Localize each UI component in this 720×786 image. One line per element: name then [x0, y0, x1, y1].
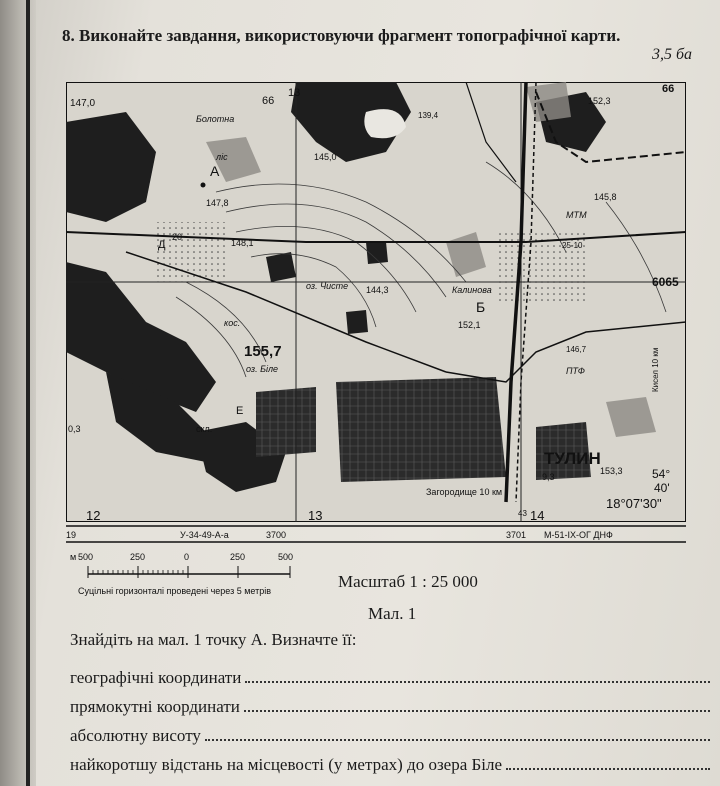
scale-tick-250-right: 250	[230, 552, 246, 562]
corner-lat-2: 40'	[654, 481, 670, 495]
height-147-8: 147,8	[206, 198, 229, 208]
grid-label-6065: 6065	[652, 275, 679, 289]
answer-dots	[244, 708, 710, 712]
label-zagorodnyshche: Загородище 10 км	[426, 487, 503, 497]
task-points: 3,5 ба	[652, 46, 693, 63]
answer-line-distance[interactable]	[70, 751, 710, 775]
scale-tick-250-left: 250	[130, 552, 146, 562]
map-scale: Масштаб 1 : 25 000	[338, 572, 478, 591]
corner-lat-1: 54°	[652, 467, 671, 481]
point-a-marker	[201, 183, 206, 188]
sheet-left-num: 3700	[266, 530, 287, 540]
grid-label-43: 43	[518, 509, 527, 518]
answer-label: найкоротшу відстань на місцевості (у метрах) до озера Біле	[70, 755, 503, 774]
height-145-8: 145,8	[594, 192, 617, 202]
label-0-3: 0,3	[68, 424, 81, 434]
label-kalinova: Калинова	[452, 285, 492, 295]
height-155-7: 155,7	[244, 343, 282, 360]
sheet-left-code: У-34-49-А-а	[180, 530, 229, 540]
scale-bar	[70, 538, 320, 608]
grid-label-66-right: 66	[662, 83, 675, 95]
height-139: 139,4	[418, 111, 439, 120]
scale-tick-500-left: 500	[78, 552, 94, 562]
grid-label-12: 12	[86, 508, 101, 522]
answer-dots	[245, 679, 710, 683]
height-145: 145,0	[314, 152, 337, 162]
grid-label-13-top: 13	[288, 87, 301, 99]
topographic-map	[66, 82, 686, 522]
height-147: 147,0	[70, 98, 96, 109]
answer-label: абсолютну висоту	[70, 726, 201, 745]
page-spine-line	[26, 0, 30, 786]
height-152-3: 152,3	[588, 96, 611, 106]
sheet-right-code: М-51-IX-ОГ ДНФ	[544, 530, 613, 540]
scale-units: м	[70, 552, 77, 562]
label-sklad: скл.	[196, 424, 213, 434]
grid-label-66: 66	[262, 95, 275, 107]
point-d: Д	[158, 239, 166, 251]
label-town: ТУЛИН	[544, 449, 601, 468]
label-lis: ліс	[216, 152, 228, 162]
sheet-right-num: 3701	[506, 530, 527, 540]
label-bolotna: Болотна	[196, 114, 235, 124]
point-a: А	[210, 163, 220, 179]
height-152-1: 152,1	[458, 320, 481, 330]
point-e: Е	[236, 405, 244, 417]
label-lake-chyste: оз. Чисте	[306, 281, 349, 291]
scale-tick-0: 0	[184, 552, 190, 562]
task-title: 8. Виконайте завдання, використовуючи фрагмент топографічної карти.	[62, 26, 621, 45]
label-20: 20	[172, 232, 183, 242]
answer-label: географічні координати	[70, 668, 242, 687]
height-9-3: 9,3	[542, 472, 555, 482]
figure-caption: Мал. 1	[368, 604, 417, 623]
contour-note: Суцільні горизонталі проведені через 5 метрів	[78, 586, 272, 596]
answer-line-altitude[interactable]	[70, 722, 710, 746]
height-148: 148,1	[231, 238, 254, 248]
height-153-3: 153,3	[600, 466, 623, 476]
scale-tick-500-right: 500	[278, 552, 294, 562]
answer-dots	[506, 766, 710, 770]
label-lake-bile: оз. Біле	[246, 364, 279, 374]
label-kos: кос.	[224, 318, 241, 328]
sheet-19: 19	[66, 530, 77, 540]
label-25-10: 25-10	[562, 241, 583, 250]
label-ptf: ПТФ	[566, 366, 585, 376]
grid-label-13: 13	[308, 508, 323, 522]
height-144: 144,3	[366, 285, 389, 295]
answer-dots	[205, 737, 710, 741]
question-text: Знайдіть на мал. 1 точку А. Визначте її:	[70, 630, 357, 649]
answer-line-geo-coords[interactable]	[70, 664, 710, 688]
corner-lon: 18°07'30"	[606, 496, 662, 511]
grid-label-14: 14	[530, 508, 545, 522]
page-shadow	[0, 0, 36, 786]
answer-label: прямокутні координати	[70, 697, 240, 716]
label-mtm: МТМ	[566, 210, 587, 220]
point-b: Б	[476, 299, 486, 315]
label-kysel: Кисел 10 км	[651, 347, 660, 392]
answer-line-rect-coords[interactable]	[70, 693, 710, 717]
label-146: 146,7	[566, 345, 587, 354]
